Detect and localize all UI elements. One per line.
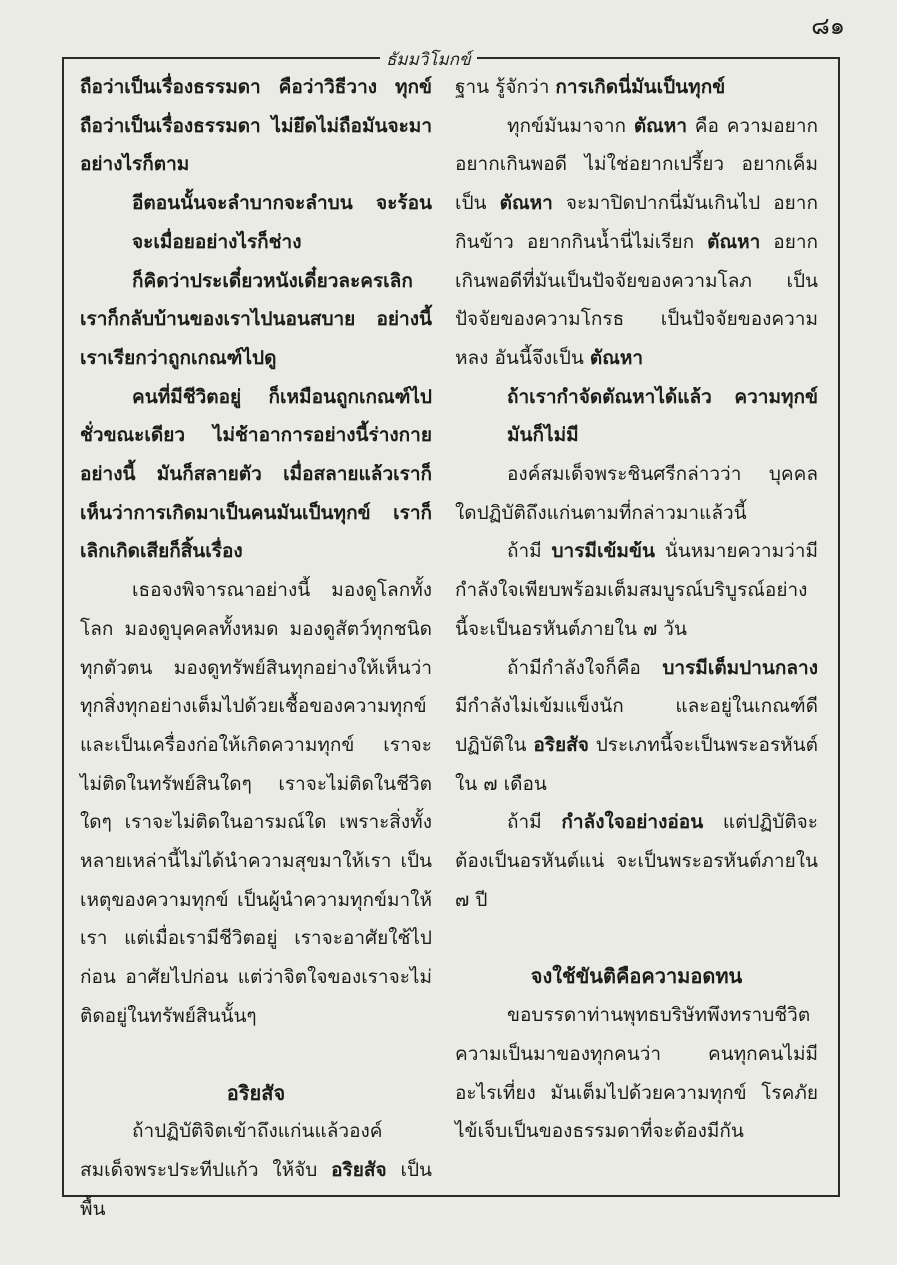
paragraph: ถ้ามี บารมีเข้มข้น นั่นหมายความว่ามีกำลังใจเพียบพร้อมเต็มสมบูรณ์บริบูรณ์อย่างนี้จะเป็นอรหันต์ภายใน ๗ วัน <box>455 540 818 640</box>
section-heading: อริยสัจ <box>226 1080 286 1105</box>
right-column <box>455 68 818 1151</box>
paragraph: ถ้าปฏิบัติจิตเข้าถึงแก่นแล้วองค์สมเด็จพระประทีปแก้ว ให้จับ อริยสัจ เป็นพื้น <box>80 1120 432 1220</box>
running-header: ธัมมวิโมกข์ <box>380 46 477 73</box>
paragraph: ถ้ามีกำลังใจก็คือ บารมีเต็มปานกลาง มีกำลังไม่เข้มแข็งนัก และอยู่ในเกณฑ์ดี ปฏิบัติใน อริยสัจ ประเภทนี้จะเป็นพระอรหันต์ ใน ๗ เดือน <box>455 656 818 795</box>
paragraph: ขอบรรดาท่านพุทธบริษัทพึงทราบชีวิตความเป็นมาของทุกคนว่า คนทุกคนไม่มีอะไรเที่ยง มันเต็มไปด้วยความทุกข์ โรคภัยไข้เจ็บเป็นของธรรมดาที่จะต้องมีกัน <box>455 1004 818 1143</box>
paragraph: คนที่มีชีวิตอยู่ ก็เหมือนถูกเกณฑ์ไปชั่วขณะเดียว ไม่ช้าอาการอย่างนี้ร่างกายอย่างนี้ มันก็สลายตัว เมื่อสลายแล้วเราก็เห็นว่าการเกิดมาเป็นคนมันเป็นทุกข์ เราก็เลิกเกิดเสียก็สิ้นเรื่อง <box>80 385 432 563</box>
page-number: ๘๑ <box>811 12 845 40</box>
left-column <box>80 68 432 1228</box>
paragraph: ก็คิดว่าประเดี๋ยวหนังเดี๋ยวละครเลิก เราก็กลับบ้านของเราไปนอนสบาย อย่างนี้เราเรียกว่าถูกเกณฑ์ไปดู <box>80 269 432 369</box>
paragraph: เธอจงพิจารณาอย่างนี้ มองดูโลกทั้งโลก มองดูบุคคลทั้งหมด มองดูสัตว์ทุกชนิดทุกตัวตน มองดูทรัพย์สินทุกอย่างให้เห็นว่าทุกสิ่งทุกอย่างเต็มไปด้วยเชื้อของความทุกข์ และเป็นเครื่องก่อให้เกิดความทุกข์ เราจะ ไม่ติดในทรัพย์สินใดๆ เราจะไม่ติดในชีวิตใดๆ เราจะไม่ติดในอารมณ์ใด เพราะสิ่งทั้งหลายเหล่านี้ไม่ได้นำความสุขมาให้เรา เป็นเหตุของความทุกข์ เป็นผู้นำความทุกข์มาให้เรา แต่เมื่อเรามีชีวิตอยู่ เราจะอาศัยใช้ไปก่อน อาศัยไปก่อน แต่ว่าจิตใจของเราจะไม่ติดอยู่ในทรัพย์สินนั้นๆ <box>80 579 432 1027</box>
paragraph: อีตอนนั้นจะลำบากจะลำบน จะร้อนจะเมื่อยอย่างไรก็ช่าง <box>132 192 432 253</box>
paragraph: ถ้าเรากำจัดตัณหาได้แล้ว ความทุกข์มันก็ไม่มี <box>507 385 818 447</box>
paragraph: ถือว่าเป็นเรื่องธรรมดา คือว่าวิธีวาง ทุกข์ถือว่าเป็นเรื่องธรรมดา ไม่ยึดไม่ถือมันจะมาอย่างไรก็ตาม <box>80 76 432 176</box>
section-heading: จงใช้ขันติคือความอดทน <box>530 964 743 989</box>
paragraph: ทุกข์มันมาจาก ตัณหา คือ ความอยาก อยากเกินพอดี ไม่ใช่อยากเปรี้ยว อยากเค็มเป็น ตัณหา จะมาปิดปากนี่มันเกินไป อยากกินข้าว อยากกินน้ำนี่ไม่เรียก ตัณหา อยากเกินพอดีที่มันเป็นปัจจัยของความโลภ เป็นปัจจัยของความโกรธ เป็นปัจจัยของความหลง อันนี้จึงเป็น ตัณหา <box>455 114 819 369</box>
paragraph: องค์สมเด็จพระชินศรีกล่าวว่า บุคคลใดปฏิบัติถึงแก่นตามที่กล่าวมาแล้วนี้ <box>455 463 818 524</box>
paragraph: ฐาน รู้จักว่า การเกิดนี่มันเป็นทุกข์ <box>455 76 726 98</box>
paragraph: ถ้ามี กำลังใจอย่างอ่อน แต่ปฏิบัติจะต้องเป็นอรหันต์แน่ จะเป็นพระอรหันต์ภายใน ๗ ปี <box>455 811 818 911</box>
